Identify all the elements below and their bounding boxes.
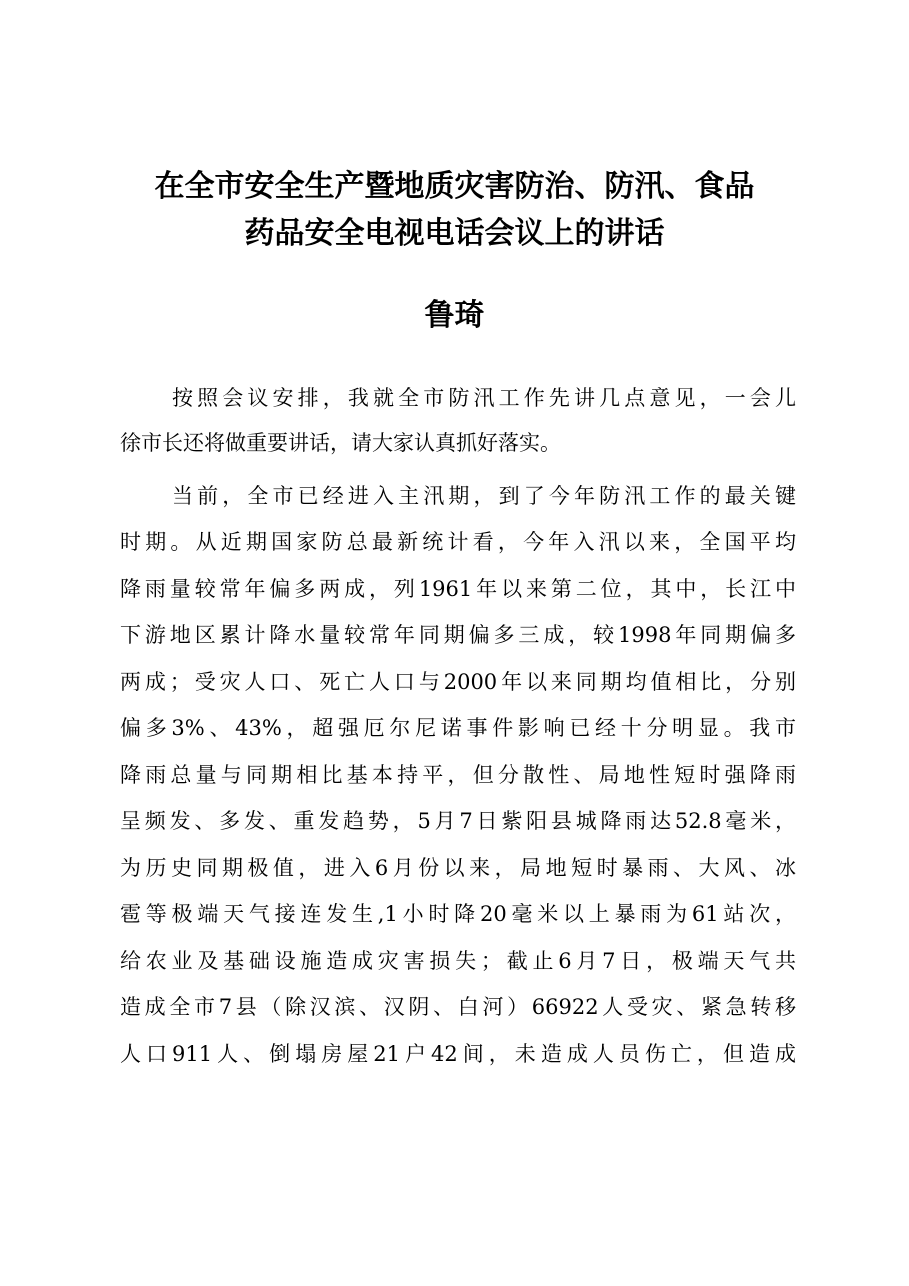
paragraph-line: 降雨总量与同期相比基本持平，但分散性、局地性短时强降雨	[120, 763, 796, 787]
paragraph-line: 降雨量较常年偏多两成，列1961年以来第二位，其中，长江中	[120, 577, 796, 601]
paragraph-line: 时期。从近期国家防总最新统计看，今年入汛以来，全国平均	[120, 530, 796, 554]
paragraph-line: 造成全市7县（除汉滨、汉阴、白河）66922人受灾、紧急转移	[120, 995, 796, 1019]
title-line-1: 在全市安全生产暨地质灾害防治、防汛、食品	[154, 169, 755, 204]
paragraph-line: 呈频发、多发、重发趋势，5月7日紫阳县城降雨达52.8毫米，	[120, 809, 796, 833]
paragraph-line: 徐市长还将做重要讲话，请大家认真抓好落实。	[120, 431, 561, 455]
paragraph-line: 下游地区累计降水量较常年同期偏多三成，较1998年同期偏多	[120, 623, 796, 647]
paragraph-line: 当前，全市已经进入主汛期，到了今年防汛工作的最关键	[172, 484, 796, 508]
paragraph-line: 两成；受灾人口、死亡人口与2000年以来同期均值相比，分别	[120, 670, 796, 694]
title-line-2: 药品安全电视电话会议上的讲话	[244, 216, 665, 251]
paragraph-line: 为历史同期极值，进入6月份以来，局地短时暴雨、大风、冰	[120, 856, 796, 880]
document-title	[100, 163, 809, 257]
paragraph-line: 人口911人、倒塌房屋21户42间，未造成人员伤亡，但造成	[120, 1042, 796, 1066]
paragraph-line: 给农业及基础设施造成灾害损失；截止6月7日，极端天气共	[120, 949, 796, 973]
paragraph-line: 偏多3%、43%，超强厄尔尼诺事件影响已经十分明显。我市	[120, 716, 796, 740]
paragraph-line: 雹等极端天气接连发生,1小时降20毫米以上暴雨为61站次，	[120, 902, 796, 926]
paragraph-line: 按照会议安排，我就全市防汛工作先讲几点意见，一会儿	[172, 386, 796, 410]
author-name: 鲁琦	[424, 298, 485, 333]
